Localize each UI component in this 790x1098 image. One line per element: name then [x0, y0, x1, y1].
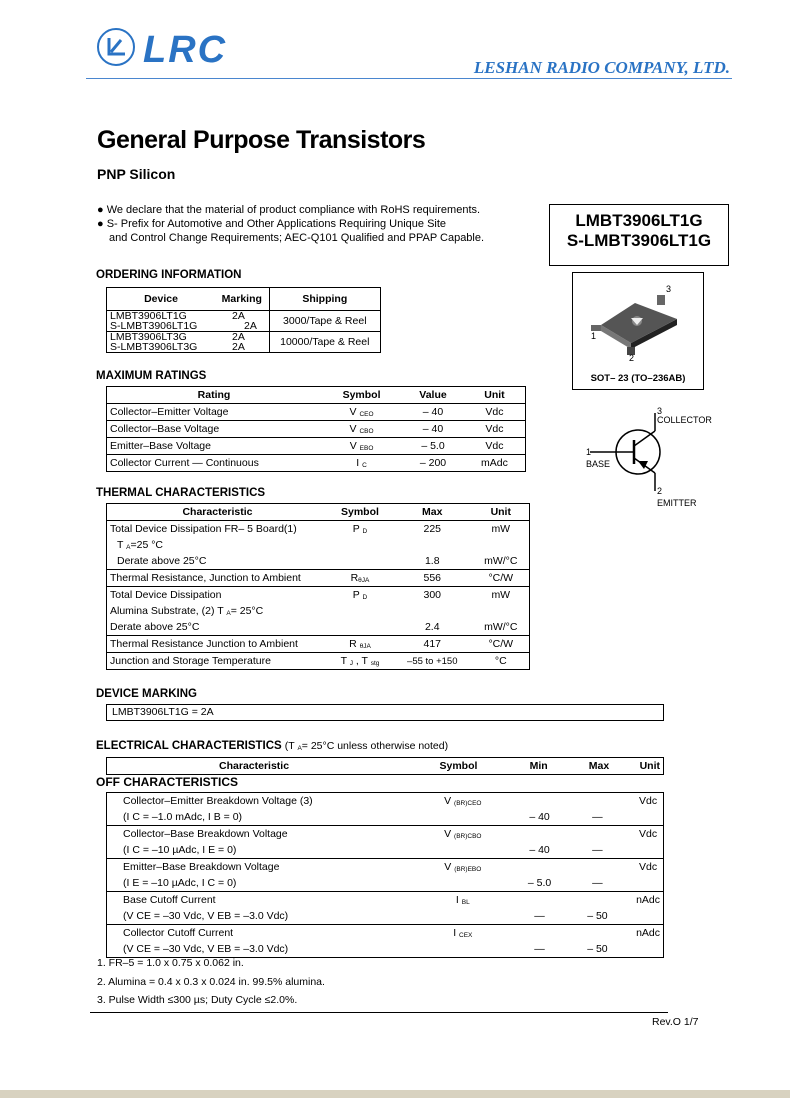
col-min: Min [529, 760, 548, 772]
table-row [107, 892, 664, 909]
symbol: P D [352, 589, 368, 601]
characteristic: Thermal Resistance, Junction to Ambient [110, 572, 301, 584]
package-box [572, 272, 704, 390]
footnote: 2. Alumina = 0.4 x 0.3 x 0.024 in. 99.5% alumina. [97, 975, 325, 988]
marking-box: LMBT3906LT1G = 2A [106, 704, 664, 721]
symbol: I CEX [453, 927, 473, 939]
symbol: I C [356, 457, 367, 469]
page-title: General Purpose Transistors [97, 126, 426, 154]
max-value: 2.4 [424, 621, 440, 633]
max-value: –55 to +150 [407, 655, 458, 667]
table-row [107, 537, 530, 553]
col-unit: Unit [484, 389, 505, 401]
header-divider [86, 78, 732, 79]
bullet-item: ● We declare that the material of product compliance with RoHS requirements. [97, 204, 481, 216]
footer-divider [90, 1012, 668, 1013]
value: – 5.0 [421, 440, 445, 452]
unit: nAdc [636, 894, 660, 906]
ordering-table [106, 287, 381, 353]
company-name: LESHAN RADIO COMPANY, LTD. [473, 58, 730, 77]
col-unit: Unit [490, 506, 511, 518]
unit: Vdc [485, 406, 504, 418]
table-row [107, 908, 664, 925]
condition: T A=25 °C [117, 539, 164, 551]
bullet-item: ● S- Prefix for Automotive and Other Applications Requiring Unique Site [97, 218, 447, 230]
col-symbol: Symbol [341, 506, 379, 518]
device-name: LMBT3906LT1G [110, 310, 187, 322]
table-row [107, 570, 530, 587]
device-name: S-LMBT3906LT1G [110, 320, 198, 332]
max-value: – 50 [587, 943, 608, 955]
max-value: — [592, 844, 603, 856]
thermal-table [106, 503, 530, 670]
table-row [107, 311, 381, 332]
feature-list [97, 203, 484, 245]
table-row [107, 636, 530, 653]
symbol: V (BR)CBO [444, 828, 482, 840]
unit: Vdc [638, 828, 658, 840]
rating-name: Emitter–Base Voltage [110, 440, 211, 452]
characteristic: Emitter–Base Breakdown Voltage [123, 861, 280, 873]
characteristic: Junction and Storage Temperature [110, 655, 271, 667]
col-symbol: Symbol [439, 760, 478, 772]
electrical-table [106, 792, 664, 958]
electrical-condition: (T A= 25°C unless otherwise noted) [284, 740, 449, 752]
bullet-item: and Control Change Requirements; AEC-Q101 Qualified and PPAP Capable. [109, 232, 485, 244]
table-row [107, 404, 526, 421]
shipping-value: 10000/Tape & Reel [269, 332, 380, 353]
shipping-value: 3000/Tape & Reel [269, 311, 380, 332]
characteristic: Total Device Dissipation [110, 589, 222, 601]
symbol: V EBO [349, 440, 374, 452]
table-row [107, 875, 664, 892]
max-ratings-heading: MAXIMUM RATINGS [96, 370, 207, 382]
base-label: BASE [586, 459, 611, 469]
value: – 40 [422, 406, 444, 418]
col-marking: Marking [215, 288, 269, 311]
rating-name: Collector–Base Voltage [110, 423, 220, 435]
unit: Vdc [638, 795, 658, 807]
unit: mW [491, 523, 511, 535]
max-value: — [592, 877, 603, 889]
max-value: 417 [423, 638, 442, 650]
col-symbol: Symbol [342, 389, 381, 401]
unit: °C/W [488, 638, 514, 650]
footnote: 3. Pulse Width ≤300 µs; Duty Cycle ≤2.0%. [97, 994, 298, 1006]
symbol: V (BR)EBO [444, 861, 482, 873]
col-max: Max [588, 760, 610, 772]
base-pin-number: 1 [586, 447, 592, 457]
package-label: SOT– 23 (TO–236AB) [590, 373, 686, 384]
page-subtitle: PNP Silicon [97, 166, 176, 182]
col-value: Value [419, 389, 447, 401]
max-value: 225 [423, 523, 442, 535]
unit: Vdc [638, 861, 658, 873]
symbol: V (BR)CEO [444, 795, 482, 807]
table-row [107, 826, 664, 843]
electrical-title: ELECTRICAL CHARACTERISTICS [96, 740, 282, 752]
ordering-heading: ORDERING INFORMATION [96, 269, 242, 281]
test-condition: (I C = –1.0 mAdc, I B = 0) [123, 811, 243, 823]
max-value: 1.8 [424, 555, 440, 567]
table-row [107, 619, 530, 636]
characteristic: Derate above 25°C [117, 555, 207, 567]
unit: mW/°C [484, 621, 518, 633]
max-ratings-table [106, 386, 526, 472]
part-number: LMBT3906LT1G [575, 211, 703, 230]
marking-value: 2A [232, 341, 245, 353]
min-value: — [534, 910, 545, 922]
table-row [107, 438, 526, 455]
off-heading: OFF CHARACTERISTICS [96, 775, 238, 789]
test-condition: (I E = –10 µAdc, I C = 0) [123, 877, 237, 889]
pin2-label: 2 [629, 353, 635, 363]
emitter-label: EMITTER [657, 498, 697, 508]
characteristic: Total Device Dissipation FR– 5 Board(1) [110, 523, 297, 535]
unit: mAdc [481, 457, 508, 469]
table-row [107, 553, 530, 570]
symbol: RθJA [350, 572, 370, 584]
col-device: Device [107, 288, 216, 311]
table-row [107, 455, 526, 472]
table-row [107, 521, 530, 538]
table-row [107, 859, 664, 876]
table-row [107, 653, 530, 670]
col-characteristic: Characteristic [182, 506, 253, 518]
electrical-heading [96, 740, 448, 752]
bottom-band [0, 1090, 790, 1098]
col-shipping: Shipping [269, 288, 380, 311]
rating-name: Collector–Emitter Voltage [110, 406, 229, 418]
table-row [107, 332, 381, 353]
table-row [107, 793, 664, 810]
unit: °C [494, 655, 507, 667]
pin1-label: 1 [591, 331, 597, 341]
max-value: 556 [423, 572, 442, 584]
characteristic: Base Cutoff Current [123, 894, 216, 906]
revision: Rev.O 1/7 [652, 1016, 699, 1028]
marking-value: 2A [232, 331, 245, 343]
logo-icon [97, 28, 135, 66]
col-characteristic: Characteristic [219, 760, 290, 772]
col-max: Max [422, 506, 443, 518]
sot23-package-icon [573, 273, 703, 363]
device-name: S-LMBT3906LT3G [110, 341, 198, 353]
unit: mW [491, 589, 511, 601]
transistor-schematic [582, 405, 722, 510]
unit: mW/°C [484, 555, 518, 567]
symbol: P D [352, 523, 368, 535]
table-row [107, 421, 526, 438]
table-row [107, 925, 664, 942]
logo-text: LRC [143, 29, 228, 71]
symbol: V CEO [349, 406, 374, 418]
characteristic: Collector–Base Breakdown Voltage [123, 828, 288, 840]
characteristic: Derate above 25°C [110, 621, 200, 633]
symbol: R θJA [349, 638, 371, 650]
footnotes [97, 954, 325, 1010]
device-name: LMBT3906LT3G [110, 331, 187, 343]
unit: Vdc [485, 440, 504, 452]
collector-label: COLLECTOR [657, 415, 712, 425]
col-unit: Unit [639, 760, 660, 772]
part-number-s: S-LMBT3906LT1G [566, 231, 712, 250]
max-value: – 50 [587, 910, 608, 922]
marking-value: 2A [244, 320, 257, 332]
test-condition: (V CE = –30 Vdc, V EB = –3.0 Vdc) [123, 910, 289, 922]
min-value: — [534, 943, 545, 955]
min-value: – 40 [529, 844, 550, 856]
table-row [107, 842, 664, 859]
marking-value: 2A [232, 310, 245, 322]
table-row [107, 587, 530, 604]
symbol: T J , T stg [340, 655, 380, 667]
characteristic: Thermal Resistance Junction to Ambient [110, 638, 298, 650]
min-value: – 40 [529, 811, 550, 823]
max-value: 300 [423, 589, 442, 601]
marking-heading: DEVICE MARKING [96, 688, 197, 700]
electrical-header-table [106, 757, 664, 775]
table-row [107, 603, 530, 619]
pin3-label: 3 [666, 284, 672, 294]
symbol: I BL [455, 894, 470, 906]
emitter-pin-number: 2 [657, 486, 663, 496]
test-condition: (I C = –10 µAdc, I E = 0) [123, 844, 237, 856]
condition: Alumina Substrate, (2) T A= 25°C [110, 605, 264, 617]
characteristic: Collector–Emitter Breakdown Voltage (3) [123, 795, 313, 807]
characteristic: Collector Cutoff Current [123, 927, 234, 939]
collector-pin-number: 3 [657, 406, 663, 416]
thermal-heading: THERMAL CHARACTERISTICS [96, 487, 266, 499]
value: – 200 [419, 457, 447, 469]
test-condition: (V CE = –30 Vdc, V EB = –3.0 Vdc) [123, 943, 289, 955]
unit: Vdc [485, 423, 504, 435]
max-value: — [592, 811, 603, 823]
value: – 40 [422, 423, 444, 435]
rating-name: Collector Current — Continuous [110, 457, 259, 469]
min-value: – 5.0 [527, 877, 552, 889]
col-rating: Rating [197, 389, 231, 401]
unit: nAdc [636, 927, 660, 939]
footnote: 1. FR–5 = 1.0 x 0.75 x 0.062 in. [97, 957, 244, 969]
table-row [107, 809, 664, 826]
part-number-box [549, 204, 729, 266]
unit: °C/W [488, 572, 514, 584]
symbol: V CBO [349, 423, 374, 435]
